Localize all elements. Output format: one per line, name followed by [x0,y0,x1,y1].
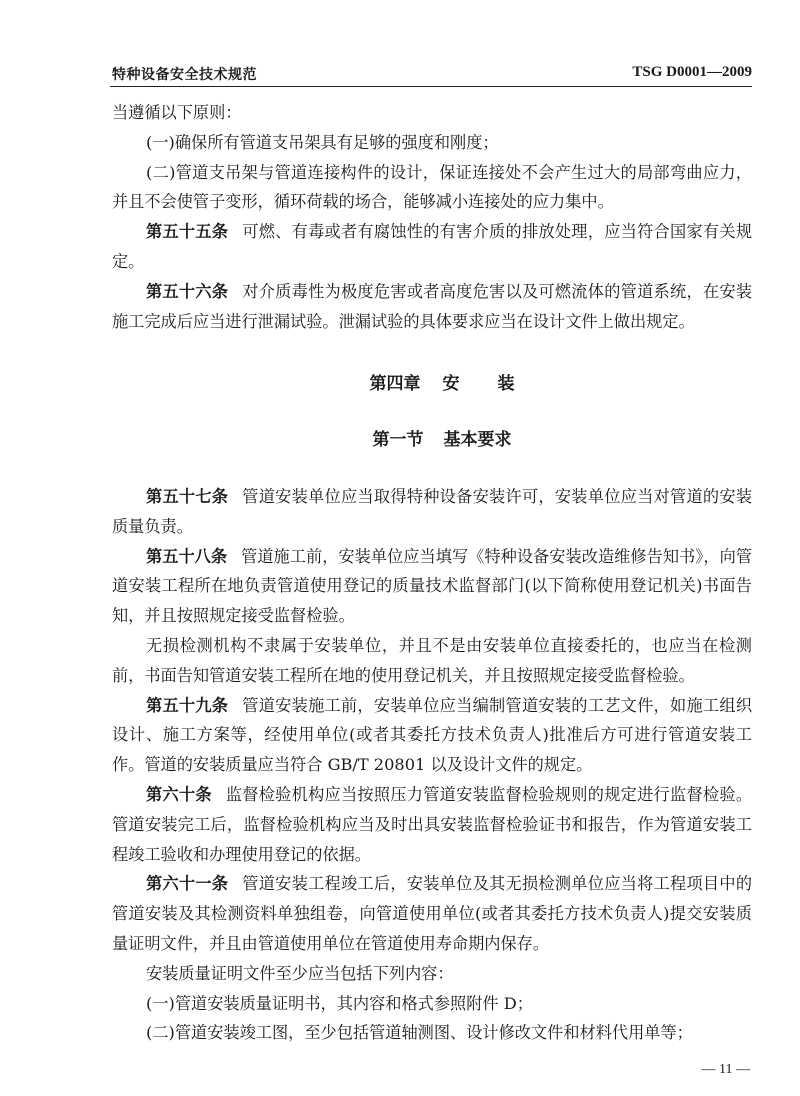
article-title: 第五十六条 [146,281,229,301]
header-title: 特种设备安全技术规范 [112,67,257,83]
article-title: 第五十九条 [146,695,229,715]
article-text: 管道安装工程竣工后，安装单位及其无损检测单位应当将工程项目中的管道安装及其检测资料单独组卷，向管道使用单位(或者其委托方技术负责人)提交安装质量证明文件，并且由管道使用单位在管道使用寿命期内保存。 [112,874,753,953]
running-header [110,62,752,87]
list-item: (二)管道安装竣工图，至少包括管道轴测图、设计修改文件和材料代用单等； [146,1023,693,1043]
article-title: 第六十一条 [146,874,229,894]
page-number: — 11 — [701,1062,750,1077]
page-body [112,98,752,1048]
header-standard-code: TSG D0001—2009 [632,64,752,80]
section-heading [112,426,752,456]
article-59 [112,691,752,780]
chapter-heading [112,370,752,400]
chapter-number: 第四章 [369,374,421,395]
list-item: (一)确保所有管道支吊架具有足够的强度和刚度； [146,132,499,152]
list-item: (一)管道安装质量证明书，其内容和格式参照附件 D； [146,993,533,1013]
article-title: 第五十八条 [146,546,228,566]
article-text: 对介质毒性为极度危害或者高度危害以及可燃流体的管道系统，在安装施工完成后应当进行泄漏试验。泄漏试验的具体要求应当在设计文件上做出规定。 [112,281,753,331]
paragraph: 无损检测机构不隶属于安装单位，并且不是由安装单位直接委托的，也应当在检测前，书面告知管道安装工程所在地的使用登记机关，并且按照规定接受监督检验。 [112,635,752,685]
article-56 [112,277,752,337]
list-item: (二)管道支吊架与管道连接构件的设计，保证连接处不会产生过大的局部弯曲应力，并且不会使管子变形，循环荷载的场合，能够减小连接处的应力集中。 [112,162,752,212]
chapter-title-part: 安 [442,374,460,395]
article-text: 监督检验机构应当按照压力管道安装监督检验规则的规定进行监督检验。管道安装完工后，监督检验机构应当及时出具安装监督检验证书和报告，作为管道安装工程竣工验收和办理使用登记的依据。 [112,784,753,864]
paragraph: 安装质量证明文件至少应当包括下列内容： [146,963,454,983]
article-text: 管道安装单位应当取得特种设备安装许可，安装单位应当对管道的安装质量负责。 [112,486,753,536]
article-57 [112,482,752,542]
article-58 [112,542,752,631]
article-text: 管道施工前，安装单位应当填写《特种设备安装改造维修告知书》，向管道安装工程所在地负责管道使用登记的质量技术监督部门(以下简称使用登记机关)书面告知，并且按照规定接受监督检验。 [112,546,753,626]
article-61 [112,869,752,958]
paragraph: 当遵循以下原则： [112,103,242,122]
section-number: 第一节 [372,430,424,451]
section-title: 基本要求 [443,430,512,451]
article-55 [112,217,752,277]
article-text: 管道安装施工前，安装单位应当编制管道安装的工艺文件，如施工组织设计、施工方案等，经使用单位(或者其委托方技术负责人)批准后方可进行管道安装工作。管道的安装质量应当符合 GB/T 20801 以及设计文件的规定。 [112,695,753,775]
article-title: 第五十五条 [146,222,229,242]
article-title: 第六十条 [146,784,212,804]
article-60 [112,780,752,869]
article-text: 可燃、有毒或者有腐蚀性的有害介质的排放处理，应当符合国家有关规定。 [112,222,753,271]
chapter-title-part: 装 [497,374,515,395]
article-title: 第五十七条 [146,486,229,506]
